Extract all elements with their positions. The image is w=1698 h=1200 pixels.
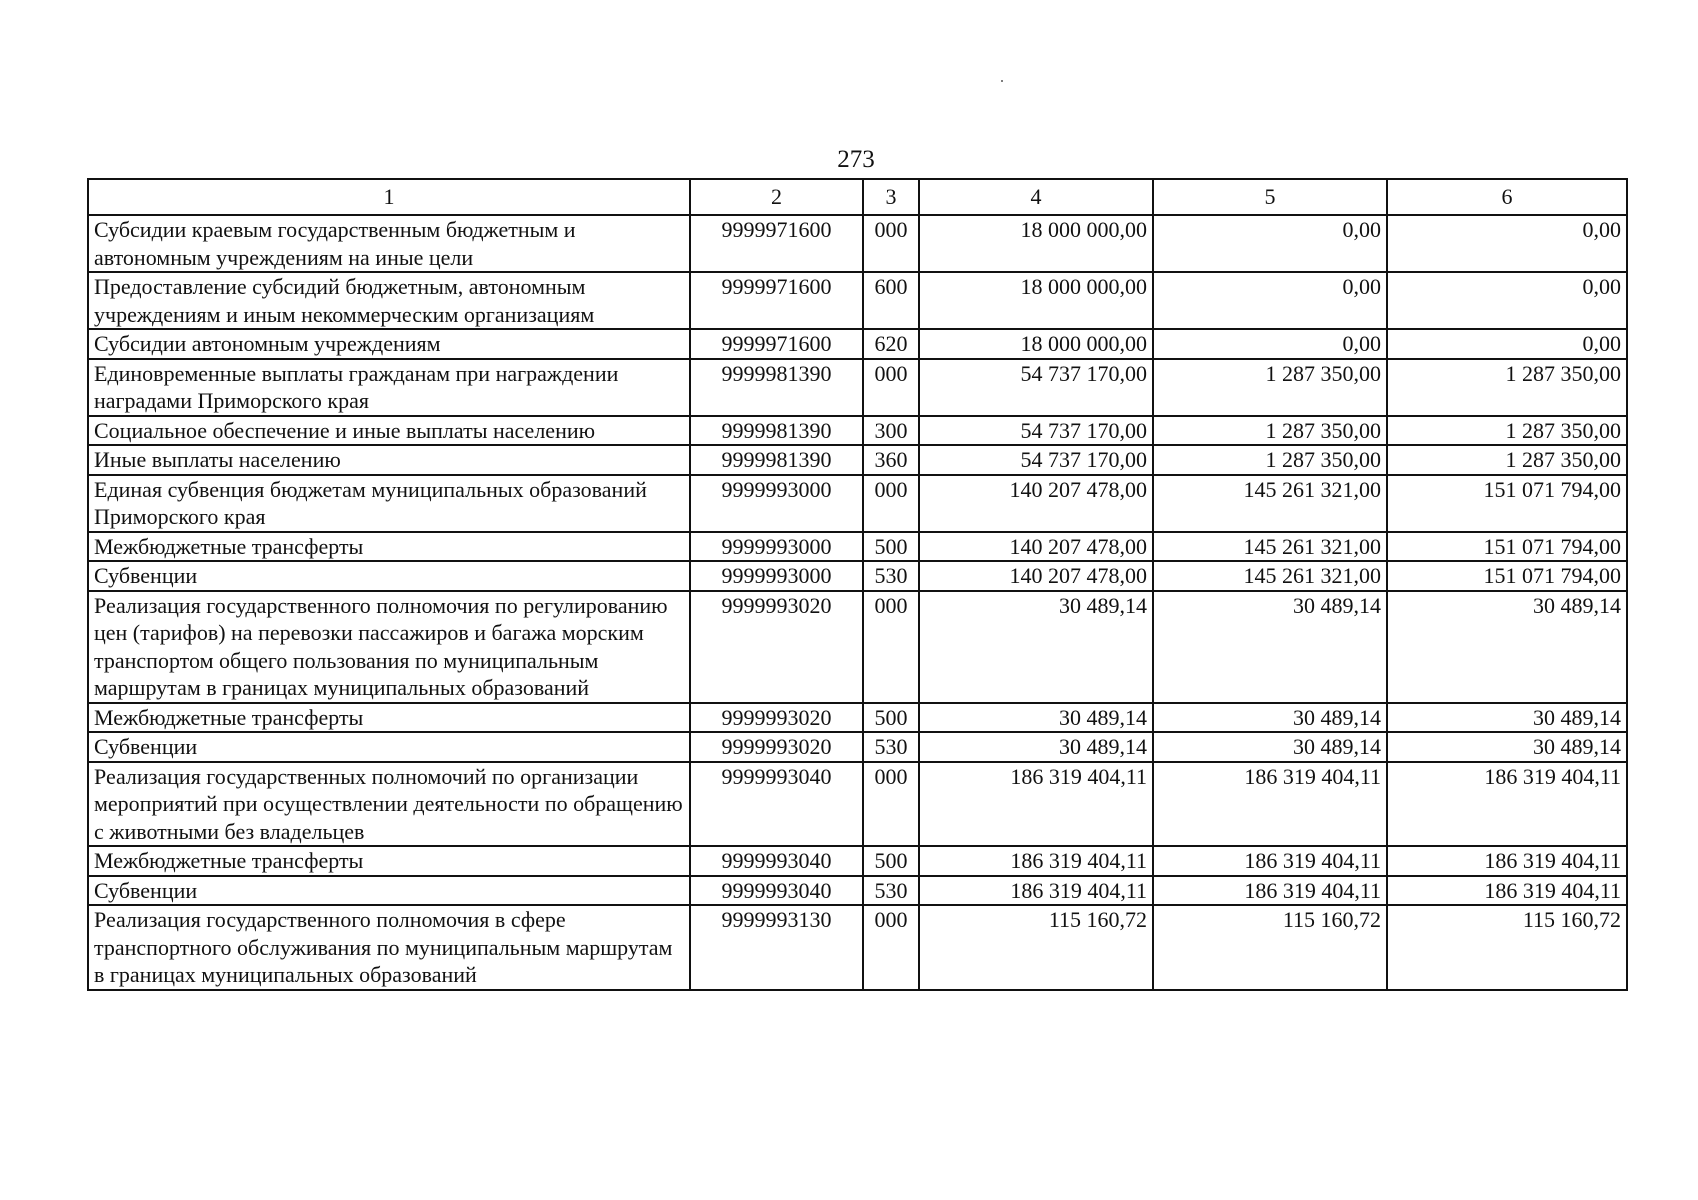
expense-type-cell: 000 (863, 475, 919, 532)
amount-col6-cell: 1 287 350,00 (1387, 445, 1627, 475)
item-name-cell: Реализация государственного полномочия в сфере транспортного обслуживания по муниципальным маршрутам в границах муниципальных образований (88, 905, 690, 990)
item-name-cell: Единовременные выплаты гражданам при награждении наградами Приморского края (88, 359, 690, 416)
scan-speck (1001, 80, 1003, 82)
header-row (88, 179, 1627, 215)
table-row (88, 272, 1627, 329)
table-row (88, 732, 1627, 762)
amount-col5-cell: 30 489,14 (1153, 591, 1387, 703)
amount-col4-cell: 115 160,72 (919, 905, 1153, 990)
item-name-cell: Межбюджетные трансферты (88, 703, 690, 733)
amount-col5-cell: 30 489,14 (1153, 703, 1387, 733)
column-header-5: 5 (1153, 179, 1387, 215)
amount-col4-cell: 140 207 478,00 (919, 561, 1153, 591)
table-row (88, 359, 1627, 416)
target-code-cell: 9999993020 (690, 591, 863, 703)
amount-col4-cell: 18 000 000,00 (919, 272, 1153, 329)
column-header-3: 3 (863, 179, 919, 215)
amount-col5-cell: 145 261 321,00 (1153, 475, 1387, 532)
page-number: 273 (837, 146, 875, 173)
target-code-cell: 9999981390 (690, 416, 863, 446)
item-name-cell: Социальное обеспечение и иные выплаты населению (88, 416, 690, 446)
amount-col5-cell: 186 319 404,11 (1153, 846, 1387, 876)
amount-col6-cell: 1 287 350,00 (1387, 416, 1627, 446)
expense-type-cell: 500 (863, 846, 919, 876)
amount-col4-cell: 186 319 404,11 (919, 876, 1153, 906)
target-code-cell: 9999993020 (690, 703, 863, 733)
target-code-cell: 9999993130 (690, 905, 863, 990)
table-row (88, 416, 1627, 446)
target-code-cell: 9999971600 (690, 329, 863, 359)
target-code-cell: 9999971600 (690, 272, 863, 329)
expense-type-cell: 620 (863, 329, 919, 359)
expense-type-cell: 000 (863, 359, 919, 416)
amount-col4-cell: 54 737 170,00 (919, 359, 1153, 416)
amount-col4-cell: 18 000 000,00 (919, 329, 1153, 359)
item-name-cell: Межбюджетные трансферты (88, 532, 690, 562)
amount-col6-cell: 186 319 404,11 (1387, 876, 1627, 906)
amount-col4-cell: 140 207 478,00 (919, 475, 1153, 532)
column-header-6: 6 (1387, 179, 1627, 215)
amount-col6-cell: 0,00 (1387, 329, 1627, 359)
item-name-cell: Реализация государственного полномочия по регулированию цен (тарифов) на перевозки пассажиров и багажа морским транспортом общего пользования по муниципальным маршрутам в границах муниципальных образований (88, 591, 690, 703)
expense-type-cell: 000 (863, 215, 919, 272)
target-code-cell: 9999993000 (690, 532, 863, 562)
expense-type-cell: 000 (863, 762, 919, 847)
column-header-4: 4 (919, 179, 1153, 215)
item-name-cell: Субвенции (88, 732, 690, 762)
amount-col4-cell: 18 000 000,00 (919, 215, 1153, 272)
amount-col5-cell: 186 319 404,11 (1153, 876, 1387, 906)
table-row (88, 876, 1627, 906)
amount-col6-cell: 0,00 (1387, 272, 1627, 329)
table-row (88, 846, 1627, 876)
amount-col4-cell: 54 737 170,00 (919, 445, 1153, 475)
target-code-cell: 9999971600 (690, 215, 863, 272)
item-name-cell: Иные выплаты населению (88, 445, 690, 475)
amount-col6-cell: 151 071 794,00 (1387, 532, 1627, 562)
table-row (88, 475, 1627, 532)
expense-type-cell: 500 (863, 703, 919, 733)
target-code-cell: 9999993040 (690, 876, 863, 906)
table-row (88, 591, 1627, 703)
table-row (88, 905, 1627, 990)
table-body (88, 215, 1627, 990)
amount-col6-cell: 186 319 404,11 (1387, 846, 1627, 876)
amount-col4-cell: 140 207 478,00 (919, 532, 1153, 562)
amount-col4-cell: 30 489,14 (919, 591, 1153, 703)
target-code-cell: 9999981390 (690, 359, 863, 416)
amount-col6-cell: 30 489,14 (1387, 591, 1627, 703)
amount-col6-cell: 115 160,72 (1387, 905, 1627, 990)
amount-col6-cell: 151 071 794,00 (1387, 561, 1627, 591)
amount-col4-cell: 186 319 404,11 (919, 762, 1153, 847)
table-row (88, 762, 1627, 847)
expense-type-cell: 530 (863, 732, 919, 762)
expense-type-cell: 600 (863, 272, 919, 329)
item-name-cell: Межбюджетные трансферты (88, 846, 690, 876)
expense-type-cell: 360 (863, 445, 919, 475)
item-name-cell: Единая субвенция бюджетам муниципальных образований Приморского края (88, 475, 690, 532)
item-name-cell: Субсидии краевым государственным бюджетным и автономным учреждениям на иные цели (88, 215, 690, 272)
amount-col6-cell: 1 287 350,00 (1387, 359, 1627, 416)
table-row (88, 703, 1627, 733)
amount-col5-cell: 115 160,72 (1153, 905, 1387, 990)
target-code-cell: 9999993000 (690, 561, 863, 591)
amount-col4-cell: 54 737 170,00 (919, 416, 1153, 446)
item-name-cell: Субсидии автономным учреждениям (88, 329, 690, 359)
target-code-cell: 9999993020 (690, 732, 863, 762)
amount-col5-cell: 0,00 (1153, 215, 1387, 272)
item-name-cell: Субвенции (88, 561, 690, 591)
table-row (88, 445, 1627, 475)
table-row (88, 561, 1627, 591)
amount-col6-cell: 186 319 404,11 (1387, 762, 1627, 847)
expense-type-cell: 500 (863, 532, 919, 562)
expense-type-cell: 000 (863, 905, 919, 990)
budget-table (87, 178, 1628, 991)
target-code-cell: 9999981390 (690, 445, 863, 475)
item-name-cell: Реализация государственных полномочий по организации мероприятий при осуществлении деятельности по обращению с животными без владельцев (88, 762, 690, 847)
target-code-cell: 9999993000 (690, 475, 863, 532)
amount-col6-cell: 30 489,14 (1387, 703, 1627, 733)
amount-col5-cell: 186 319 404,11 (1153, 762, 1387, 847)
amount-col4-cell: 186 319 404,11 (919, 846, 1153, 876)
column-header-1: 1 (88, 179, 690, 215)
amount-col5-cell: 145 261 321,00 (1153, 561, 1387, 591)
amount-col6-cell: 0,00 (1387, 215, 1627, 272)
amount-col5-cell: 0,00 (1153, 329, 1387, 359)
table-row (88, 532, 1627, 562)
item-name-cell: Субвенции (88, 876, 690, 906)
target-code-cell: 9999993040 (690, 846, 863, 876)
amount-col6-cell: 30 489,14 (1387, 732, 1627, 762)
table-row (88, 329, 1627, 359)
amount-col5-cell: 30 489,14 (1153, 732, 1387, 762)
expense-type-cell: 000 (863, 591, 919, 703)
target-code-cell: 9999993040 (690, 762, 863, 847)
amount-col4-cell: 30 489,14 (919, 732, 1153, 762)
amount-col6-cell: 151 071 794,00 (1387, 475, 1627, 532)
table-row (88, 215, 1627, 272)
amount-col5-cell: 1 287 350,00 (1153, 416, 1387, 446)
expense-type-cell: 530 (863, 561, 919, 591)
column-header-2: 2 (690, 179, 863, 215)
expense-type-cell: 300 (863, 416, 919, 446)
amount-col5-cell: 1 287 350,00 (1153, 359, 1387, 416)
amount-col5-cell: 0,00 (1153, 272, 1387, 329)
expense-type-cell: 530 (863, 876, 919, 906)
amount-col5-cell: 1 287 350,00 (1153, 445, 1387, 475)
amount-col4-cell: 30 489,14 (919, 703, 1153, 733)
amount-col5-cell: 145 261 321,00 (1153, 532, 1387, 562)
item-name-cell: Предоставление субсидий бюджетным, автономным учреждениям и иным некоммерческим организациям (88, 272, 690, 329)
